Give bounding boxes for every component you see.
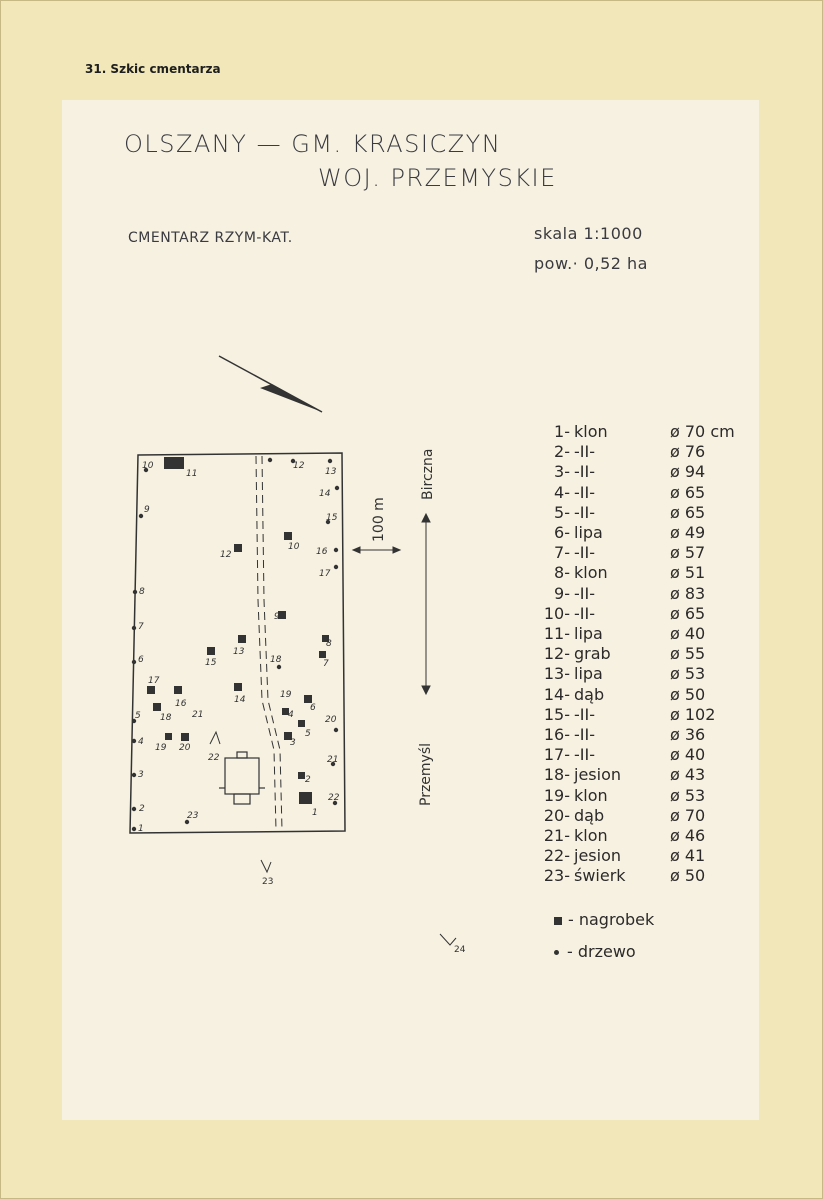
svg-text:3: 3 (290, 738, 296, 748)
svg-text:1: 1 (138, 824, 144, 834)
svg-text:14: 14 (234, 695, 246, 705)
svg-text:8: 8 (139, 587, 145, 597)
scale-bar (353, 547, 400, 553)
tree-species: -II- (574, 725, 595, 744)
north-arrow-icon (219, 356, 322, 412)
tree-number: 15- (543, 704, 570, 724)
tree-number: 21- (543, 826, 570, 845)
tree-diameter: ø 46 (670, 826, 706, 845)
tree-diameter: ø 70 cm (670, 422, 735, 441)
tree-diameter: ø 36 (670, 725, 706, 744)
svg-text:18: 18 (270, 655, 282, 665)
svg-text:6: 6 (138, 655, 144, 665)
legend-tree: - drzewo (554, 942, 636, 961)
tree-diameter: ø 41 (670, 846, 706, 866)
svg-text:5: 5 (135, 711, 141, 721)
tree-dot-icon (554, 950, 559, 955)
tree-number: 7- (554, 543, 570, 563)
arrow-label-23: 23 (262, 877, 274, 887)
tree-diameter: ø 50 (670, 684, 706, 704)
tree-number: 8- (554, 563, 570, 583)
svg-text:4: 4 (138, 737, 144, 747)
tree-species: jesion (574, 765, 621, 785)
svg-text:23: 23 (187, 811, 199, 821)
tree-species: jesion (574, 846, 621, 866)
tree-species: dąb (574, 684, 605, 704)
svg-text:22: 22 (328, 793, 340, 803)
tree-number: 22- (543, 846, 570, 866)
tree-species: -II- (574, 462, 595, 482)
page-caption: 31. Szkic cmentarza (85, 62, 221, 76)
tree-number: 6- (554, 523, 570, 542)
svg-text:20: 20 (179, 743, 191, 753)
tree-diameter: ø 94 (670, 462, 706, 482)
tree-species: klon (574, 785, 608, 805)
tree-number: 1- (554, 422, 570, 441)
scale-label: skala 1:1000 (534, 224, 643, 243)
tree-diameter: ø 51 (670, 563, 706, 583)
tree-number: 9- (554, 583, 570, 603)
svg-text:16: 16 (175, 699, 187, 709)
svg-text:6: 6 (310, 703, 316, 713)
svg-text:1: 1 (312, 808, 318, 818)
svg-text:3: 3 (138, 770, 144, 780)
tree-diameter: ø 76 (670, 442, 706, 462)
tree-diameter: ø 65 (670, 482, 706, 502)
svg-text:15: 15 (205, 658, 217, 668)
tree-number: 2- (554, 442, 570, 462)
map-sheet (62, 100, 759, 1120)
tree-number: 23- (543, 866, 570, 886)
tree-species: -II- (574, 583, 595, 603)
svg-text:12: 12 (220, 550, 232, 560)
tree-species: grab (574, 644, 611, 664)
svg-text:10: 10 (288, 542, 300, 552)
tree-number: 19- (543, 785, 570, 805)
tree-number: 14- (543, 684, 570, 704)
svg-text:5: 5 (305, 729, 311, 739)
svg-text:13: 13 (325, 467, 337, 477)
road-arrow (422, 514, 430, 694)
tree-diameter: ø 40 (670, 745, 706, 765)
tree-number: 4- (554, 482, 570, 502)
tree-species: -II- (574, 603, 595, 623)
svg-text:22: 22 (208, 753, 220, 763)
svg-text:18: 18 (160, 713, 172, 723)
svg-text:17: 17 (148, 676, 160, 686)
tree-number: 13- (543, 664, 570, 684)
svg-text:4: 4 (288, 710, 294, 720)
road-north-label: Birczna (420, 448, 436, 500)
tree-diameter: ø 65 (670, 603, 706, 623)
tree-species: -II- (574, 482, 595, 502)
svg-text:14: 14 (319, 489, 331, 499)
svg-text:2: 2 (139, 804, 145, 814)
svg-text:11: 11 (186, 469, 198, 479)
svg-text:21: 21 (192, 710, 204, 720)
tree-species: lipa (574, 523, 603, 542)
tree-number: 5- (554, 502, 570, 522)
tree-species: -II- (574, 502, 595, 522)
tree-diameter: ø 49 (670, 523, 706, 542)
tree-species: lipa (574, 624, 603, 643)
svg-text:13: 13 (233, 647, 245, 657)
svg-text:7: 7 (138, 622, 144, 632)
tree-species: klon (574, 826, 608, 845)
tree-species: świerk (574, 866, 626, 886)
tree-species: klon (574, 422, 608, 441)
tree-diameter: ø 50 (670, 866, 706, 886)
svg-text:7: 7 (323, 659, 329, 669)
svg-text:10: 10 (142, 461, 154, 471)
tree-diameter: ø 70 (670, 805, 706, 825)
title-line-2: WOJ. PRZEMYSKIE (318, 164, 557, 192)
cemetery-boundary (130, 453, 345, 833)
tree-diameter: ø 53 (670, 785, 706, 805)
tree-diameter: ø 43 (670, 765, 706, 785)
tree-number: 16- (543, 725, 570, 744)
tree-diameter: ø 65 (670, 502, 706, 522)
cemetery-type: CMENTARZ RZYM-KAT. (128, 230, 293, 246)
tree-number: 18- (543, 765, 570, 785)
tree-species: lipa (574, 664, 603, 684)
svg-text:15: 15 (326, 513, 338, 523)
svg-text:20: 20 (325, 715, 337, 725)
tree-number: 17- (543, 745, 570, 765)
arrow-label-24: 24 (454, 945, 466, 955)
tree-diameter: ø 53 (670, 664, 706, 684)
tree-species: klon (574, 563, 608, 583)
svg-text:9: 9 (274, 612, 280, 622)
marker-labels (135, 461, 340, 834)
tree-number: 10- (543, 603, 570, 623)
tree-diameter: ø 40 (670, 624, 706, 643)
svg-text:21: 21 (327, 755, 339, 765)
tree-diameter: ø 83 (670, 583, 706, 603)
cemetery-sketch (62, 100, 759, 1120)
tree-number: 12- (543, 644, 570, 664)
svg-text:16: 16 (316, 547, 328, 557)
scale-bar-label: 100 m (371, 497, 387, 542)
legend-grave: - nagrobek (554, 910, 654, 929)
tree-species: -II- (574, 543, 595, 563)
tree-species: -II- (574, 442, 595, 462)
svg-text:17: 17 (319, 569, 331, 579)
svg-text:19: 19 (155, 743, 167, 753)
tree-species: -II- (574, 704, 595, 724)
tree-species: -II- (574, 745, 595, 765)
svg-text:9: 9 (144, 505, 150, 515)
tree-species: dąb (574, 805, 605, 825)
tree-number: 20- (543, 805, 570, 825)
title-line-1: OLSZANY — GM. KRASICZYN (124, 130, 502, 158)
svg-text:19: 19 (280, 690, 292, 700)
grave-icon (554, 917, 562, 925)
road-south-label: Przemyśl (418, 742, 434, 806)
path-lines (256, 456, 282, 830)
svg-text:12: 12 (293, 461, 305, 471)
svg-text:8: 8 (326, 639, 332, 649)
area-label: pow.· 0,52 ha (534, 254, 648, 273)
tree-number: 3- (554, 462, 570, 482)
svg-text:2: 2 (305, 775, 311, 785)
tree-number: 11- (543, 624, 570, 643)
tree-diameter: ø 102 (670, 704, 716, 724)
tree-diameter: ø 57 (670, 543, 706, 563)
tree-diameter: ø 55 (670, 644, 706, 664)
chapel-icon (219, 752, 265, 804)
